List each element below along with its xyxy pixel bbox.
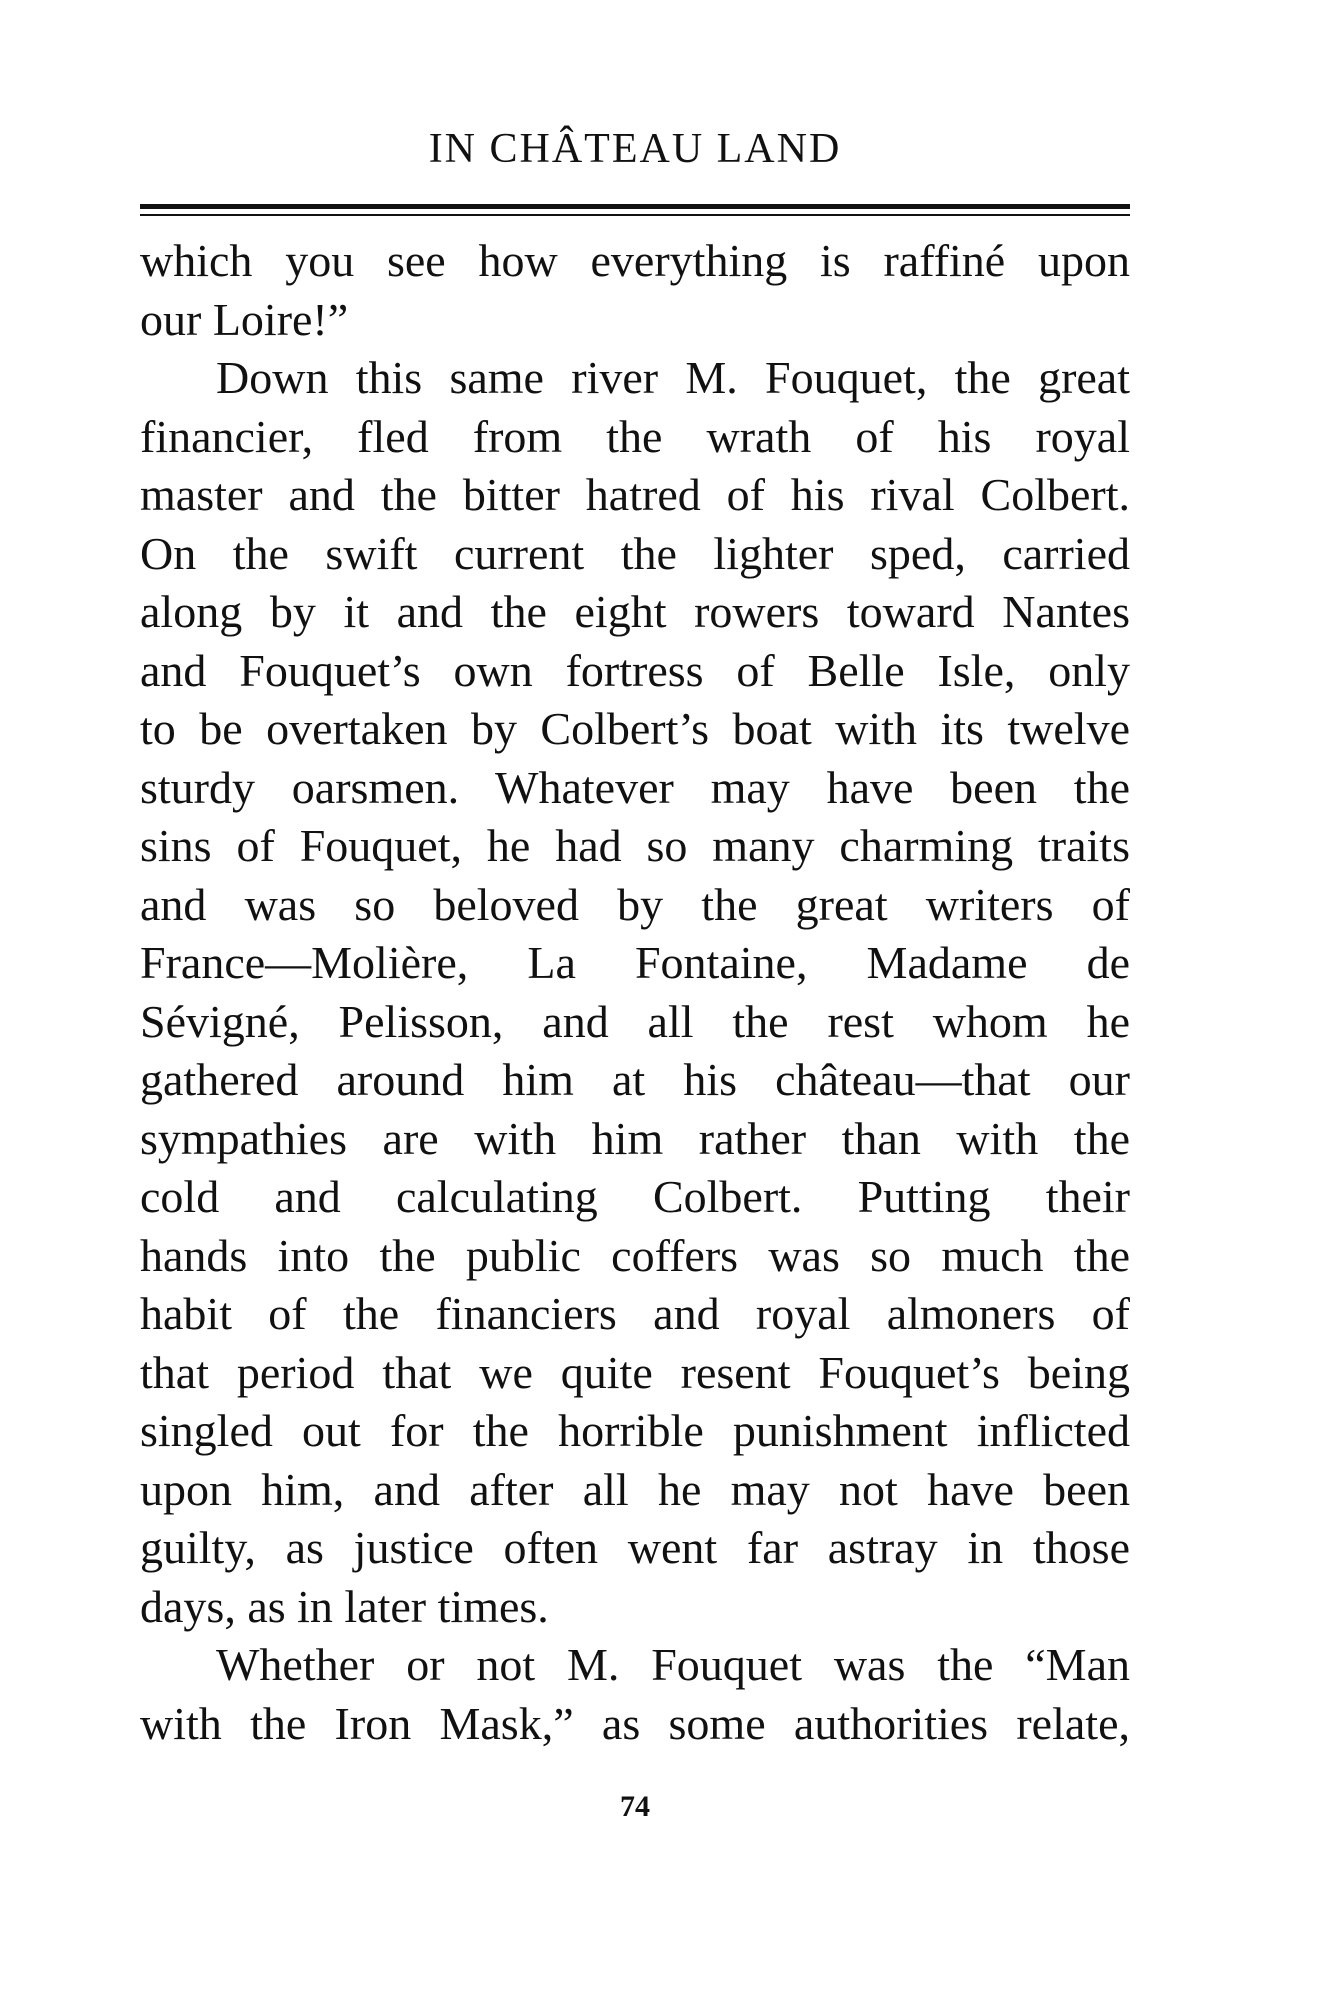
text-line: along by it and the eight rowers toward Nantes [140, 586, 1130, 637]
text-line: and Fouquet’s own fortress of Belle Isle, only [140, 644, 1130, 696]
text-line: France—Molière, La Fontaine, Madame de [140, 937, 1130, 988]
paragraph-first-line: Down this same river M. Fouquet, the great [216, 352, 1130, 403]
page-number: 74 [620, 1790, 650, 1823]
text-line: which you see how everything is raffiné upon [140, 235, 1130, 286]
body-text [140, 232, 1130, 1753]
text-line: that period that we quite resent Fouquet’s being [140, 1346, 1130, 1398]
text-line: cold and calculating Colbert. Putting their [140, 1171, 1130, 1222]
text-line: singled out for the horrible punishment inflicted [140, 1405, 1130, 1456]
text-line: master and the bitter hatred of his rival Colbert. [140, 469, 1130, 520]
text-line: habit of the financiers and royal almoners of [140, 1288, 1130, 1339]
text-line: guilty, as justice often went far astray in those [140, 1522, 1130, 1573]
header-rule-thick [140, 204, 1130, 209]
text-line: gathered around him at his château—that our [140, 1054, 1130, 1105]
header-rule-thin [140, 214, 1130, 216]
text-line: days, as in later times. [140, 1580, 549, 1632]
text-line: and was so beloved by the great writers of [140, 878, 1130, 930]
text-line: sympathies are with him rather than with the [140, 1112, 1130, 1164]
text-line: sturdy oarsmen. Whatever may have been the [140, 761, 1130, 813]
text-line: upon him, and after all he may not have been [140, 1463, 1130, 1515]
paragraph-first-line: Whether or not M. Fouquet was the “Man [216, 1639, 1130, 1690]
text-line: with the Iron Mask,” as some authorities relate, [140, 1697, 1130, 1749]
text-line: hands into the public coffers was so much the [140, 1229, 1130, 1281]
text-line: our Loire!” [140, 293, 349, 345]
text-line: Sévigné, Pelisson, and all the rest whom he [140, 995, 1130, 1047]
text-line: financier, fled from the wrath of his royal [140, 410, 1130, 462]
text-line: On the swift current the lighter sped, carried [140, 527, 1130, 579]
text-line: sins of Fouquet, he had so many charming traits [140, 820, 1130, 871]
text-line: to be overtaken by Colbert’s boat with its twelve [140, 703, 1130, 754]
running-head: IN CHÂTEAU LAND [428, 126, 842, 172]
